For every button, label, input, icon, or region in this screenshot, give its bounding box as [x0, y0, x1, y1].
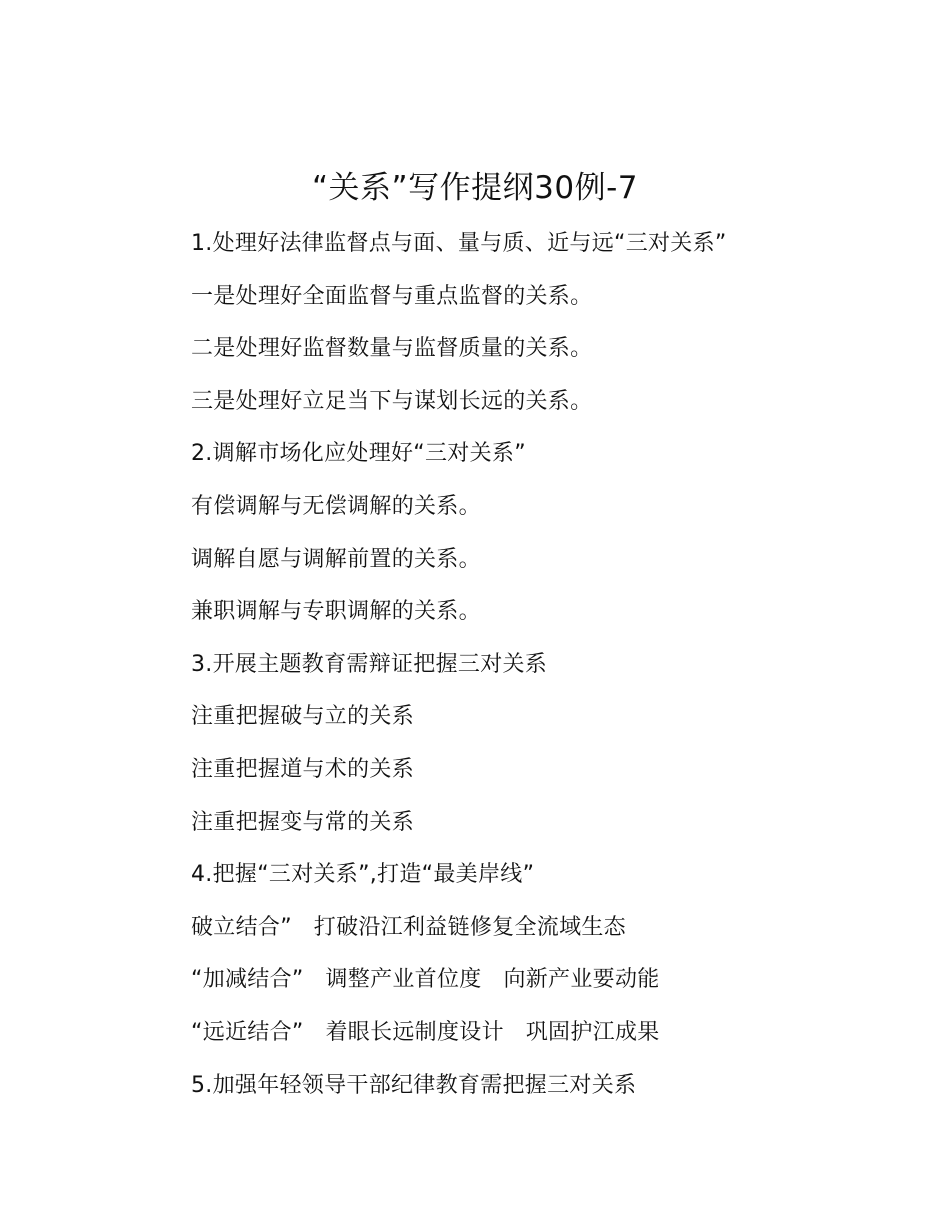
outline-item: 二是处理好监督数量与监督质量的关系。: [191, 336, 593, 362]
document-title: “关系”写作提纲30例-7: [312, 170, 638, 206]
outline-heading: 3.开展主题教育需辩证把握三对关系: [191, 651, 548, 677]
outline-item: “加减结合” 调整产业首位度 向新产业要动能: [191, 967, 660, 993]
outline-heading: 5.加强年轻领导干部纪律教育需把握三对关系: [191, 1072, 637, 1098]
outline-item: 注重把握道与术的关系: [191, 756, 415, 782]
outline-item: 三是处理好立足当下与谋划长远的关系。: [191, 388, 593, 414]
outline-item: 注重把握变与常的关系: [191, 809, 415, 835]
outline-item: 一是处理好全面监督与重点监督的关系。: [191, 283, 593, 309]
outline-list: [191, 221, 911, 1115]
outline-heading: 4.把握“三对关系”,打造“最美岸线”: [191, 862, 535, 888]
outline-item: 破立结合” 打破沿江利益链修复全流域生态: [191, 914, 626, 940]
outline-item: 调解自愿与调解前置的关系。: [191, 546, 481, 572]
outline-item: 有偿调解与无偿调解的关系。: [191, 493, 481, 519]
outline-item: “远近结合” 着眼长远制度设计 巩固护江成果: [191, 1019, 660, 1045]
outline-heading: 2.调解市场化应处理好“三对关系”: [191, 441, 526, 467]
outline-item: 兼职调解与专职调解的关系。: [191, 599, 481, 625]
outline-item: 注重把握破与立的关系: [191, 704, 415, 730]
outline-heading: 1.处理好法律监督点与面、量与质、近与远“三对关系”: [191, 231, 727, 256]
